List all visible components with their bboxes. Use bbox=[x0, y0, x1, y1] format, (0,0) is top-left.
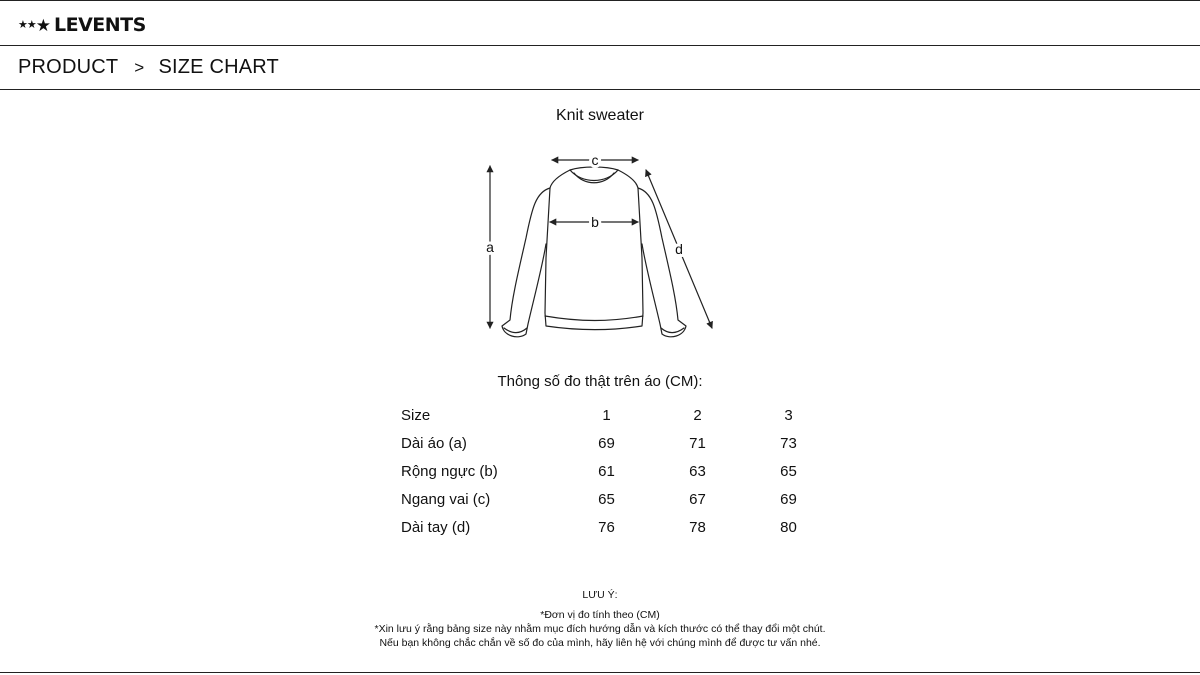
table-cell: Rộng ngực (b) bbox=[401, 462, 498, 480]
brand-logo[interactable] bbox=[18, 12, 146, 38]
note-line: Nếu bạn không chắc chắn về số đo của mình, hãy liên hệ với chúng mình để được tư vấn nhé. bbox=[379, 637, 821, 649]
table-row bbox=[394, 485, 834, 513]
breadcrumb-size-chart: SIZE CHART bbox=[158, 56, 279, 78]
bottom-border bbox=[0, 672, 1200, 673]
measure-d-label: d bbox=[675, 241, 683, 257]
table-cell: 65 bbox=[780, 462, 797, 480]
table-cell: 69 bbox=[780, 490, 797, 508]
stars-icon: ★ ★ ★ bbox=[18, 15, 51, 35]
header-divider bbox=[0, 45, 1200, 46]
page-title: Knit sweater bbox=[555, 107, 645, 124]
breadcrumb-divider bbox=[0, 89, 1200, 90]
table-cell: Ngang vai (c) bbox=[401, 490, 491, 508]
breadcrumb-separator: > bbox=[134, 58, 145, 77]
table-cell: 63 bbox=[689, 462, 706, 480]
table-cell: Dài áo (a) bbox=[401, 434, 467, 452]
table-header-cell: 2 bbox=[693, 406, 702, 424]
measurements-title: Thông số đo thật trên áo (CM): bbox=[497, 373, 703, 390]
breadcrumb bbox=[18, 56, 279, 80]
measure-b-label: b bbox=[591, 214, 599, 230]
table-cell: 67 bbox=[689, 490, 706, 508]
table-header-cell: Size bbox=[401, 406, 431, 424]
table-header-cell: 1 bbox=[602, 406, 611, 424]
brand-name: LEVENTS bbox=[54, 14, 146, 36]
table-cell: Dài tay (d) bbox=[401, 518, 471, 536]
table-cell: 78 bbox=[689, 518, 706, 536]
breadcrumb-product[interactable]: PRODUCT bbox=[18, 56, 119, 78]
table-row bbox=[394, 429, 834, 457]
table-row bbox=[394, 513, 834, 541]
notes-heading: LƯU Ý: bbox=[582, 589, 618, 601]
table-header-cell: 3 bbox=[784, 406, 793, 424]
notes-section bbox=[0, 588, 1200, 650]
table-cell: 61 bbox=[598, 462, 615, 480]
sweater-diagram bbox=[470, 148, 730, 348]
size-table bbox=[394, 401, 834, 541]
sweater-outline bbox=[502, 167, 686, 337]
note-line: *Đơn vị đo tính theo (CM) bbox=[540, 609, 660, 621]
table-cell: 80 bbox=[780, 518, 797, 536]
table-cell: 65 bbox=[598, 490, 615, 508]
top-border bbox=[0, 0, 1200, 1]
table-cell: 73 bbox=[780, 434, 797, 452]
note-line: *Xin lưu ý rằng bảng size này nhằm mục đích hướng dẫn và kích thước có thể thay đổi một chút. bbox=[374, 623, 826, 635]
table-cell: 71 bbox=[689, 434, 706, 452]
measure-c-label: c bbox=[591, 152, 599, 168]
table-cell: 69 bbox=[598, 434, 615, 452]
table-header-row bbox=[394, 401, 834, 429]
table-row bbox=[394, 457, 834, 485]
measure-a-label: a bbox=[486, 239, 494, 255]
table-cell: 76 bbox=[598, 518, 615, 536]
